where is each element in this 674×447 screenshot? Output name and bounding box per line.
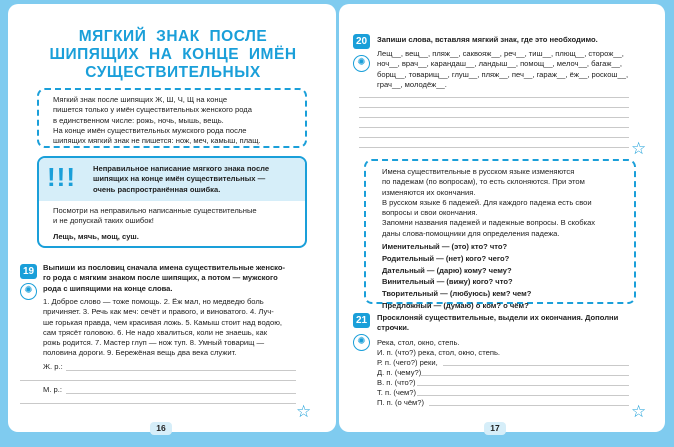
info-line: изменяются их окончания.	[382, 187, 476, 197]
answer-line[interactable]	[359, 107, 629, 108]
case-line: Предложный — (думаю) о ком? о чём?	[382, 301, 529, 311]
warning-line: шипящих на конце имён существительных —	[93, 174, 266, 184]
info-line: В русском языке 6 падежей. Для каждого падежа есть свои	[382, 197, 592, 207]
words-line: Река, стол, окно, степь.	[377, 338, 460, 347]
words-line: ноч__, врач__, карандаш__, ландыш__, помощ__, мелоч__, багаж__,	[377, 59, 623, 69]
rule-line: шипящих мягкий знак не пишется: нож, меч, камыш, плащ.	[53, 136, 261, 146]
page-number: 17	[484, 422, 506, 435]
exercise-19-task	[43, 263, 295, 294]
exercise-20-task: Запиши слова, вставляя мягкий знак, где это необходимо.	[377, 35, 598, 44]
note-line: Посмотри на неправильно написанные существительные	[53, 206, 257, 215]
note-line: и не допускай таких ошибок!	[53, 216, 154, 226]
text-line: 1. Доброе слово — тоже помощь. 2. Ёж мал, но медведю боль	[43, 297, 264, 306]
info-line: Запомни названия падежей и падежные вопросы. В скобках	[382, 218, 596, 228]
info-line: вопросы и свои окончания.	[382, 208, 478, 218]
answer-line[interactable]	[359, 147, 629, 148]
exercise-number: 19	[20, 264, 37, 279]
task-line: Выпиши из пословиц сначала имена существительные женско-	[43, 263, 286, 272]
answer-line[interactable]	[66, 370, 296, 371]
case-row: И. п. (что?) река, стол, окно, степь.	[377, 348, 501, 357]
right-page	[339, 4, 665, 432]
warning-line: очень распространённая ошибка.	[93, 184, 221, 194]
feminine-label: Ж. р.:	[43, 362, 63, 371]
words-list	[377, 49, 635, 90]
exercise-number: 21	[353, 313, 370, 328]
task-line: го рода с мягким знаком после шипящих, а потом — мужского	[43, 273, 278, 283]
exercise-21-task	[377, 313, 629, 334]
answer-line[interactable]	[417, 385, 629, 386]
task-line: Просклоняй существительные, выдели их окончания. Дополни	[377, 313, 619, 322]
case-row: Т. п. (чем?)	[377, 388, 417, 397]
star-icon: ☆	[631, 139, 647, 158]
text-line: рожь родится. 7. Мастер глуп — нож туп. 8. Умный товарищ —	[43, 338, 265, 348]
case-line: Именительный — (это) кто? что?	[382, 242, 508, 252]
answer-line[interactable]	[20, 380, 296, 381]
text-line: ше горькая правда, чем красивая ложь. 5. Камыш стоит над водою,	[43, 317, 283, 327]
title-line: СУЩЕСТВИТЕЛЬНЫХ	[85, 64, 261, 81]
answer-line[interactable]	[20, 403, 296, 404]
rule-line: в единственном числе: рожь, ночь, мышь, вещь.	[53, 115, 224, 125]
words-line: борщ__, товарищ__, глуш__, пляж__, печ__, гараж__, ёж__, роскош__,	[377, 69, 629, 79]
info-line: по падежам (по вопросам), то есть склоняются. При этом	[382, 177, 585, 187]
info-line: даны слова-помощники для определения падежа.	[382, 228, 560, 238]
case-row: П. п. (о чём?)	[377, 398, 425, 407]
masculine-label: М. р.:	[43, 385, 62, 394]
answer-line[interactable]	[359, 137, 629, 138]
text-line: половина дороги. 9. Бережёная вещь два века служит.	[43, 348, 237, 358]
case-line: Винительный — (вижу) кого? что?	[382, 277, 513, 287]
answer-line[interactable]	[429, 405, 629, 406]
answer-line[interactable]	[417, 395, 629, 396]
answer-line[interactable]	[421, 375, 629, 376]
wrong-examples: Лещь, мячь, мощ, суш.	[53, 231, 139, 241]
lightbulb-icon: ✺	[353, 55, 370, 72]
answer-line[interactable]	[443, 365, 629, 366]
task-line: строчки.	[377, 323, 410, 333]
answer-line[interactable]	[66, 393, 296, 394]
rule-line: Мягкий знак после шипящих Ж, Ш, Ч, Щ на конце	[53, 95, 228, 104]
title-line: МЯГКИЙ ЗНАК ПОСЛЕ	[78, 28, 268, 45]
rule-box	[37, 88, 307, 148]
rule-line: пишется только у имён существительных женского рода	[53, 105, 252, 115]
warning-box	[37, 156, 307, 248]
case-row: Р. п. (чего?) реки,	[377, 358, 438, 367]
case-line: Дательный — (дарю) кому? чему?	[382, 265, 512, 275]
warning-text	[93, 164, 269, 195]
case-line: Творительный — (любуюсь) кем? чем?	[382, 289, 532, 299]
words-line: грач__, молодёж__.	[377, 79, 447, 89]
warning-line: Неправильное написание мягкого знака после	[93, 164, 270, 173]
text-line: причиняет. 3. Речь как меч: сечёт и правого, и виноватого. 4. Луч-	[43, 307, 274, 317]
exercise-number: 20	[353, 34, 370, 49]
task-line: рода с шипящими на конце слова.	[43, 283, 173, 293]
answer-line[interactable]	[359, 97, 629, 98]
rule-line: На конце имён существительных мужского рода после	[53, 125, 247, 135]
text-line: сам трясёт головою. 6. Не надо хвалиться, коли не знаешь, как	[43, 327, 268, 337]
proverbs-text	[43, 297, 298, 359]
page-title	[38, 28, 308, 82]
info-line: Имена существительные в русском языке изменяются	[382, 167, 575, 176]
declension-table	[377, 338, 629, 408]
star-icon: ☆	[631, 402, 647, 421]
title-line: ШИПЯЩИХ НА КОНЦЕ ИМЁН	[49, 46, 297, 63]
answer-line[interactable]	[359, 127, 629, 128]
answer-line[interactable]	[359, 117, 629, 118]
case-line: Родительный — (нет) кого? чего?	[382, 253, 510, 263]
left-page	[8, 4, 336, 432]
page-number: 16	[150, 422, 172, 435]
exclamation-icon: !!!	[47, 162, 76, 192]
words-line: Лещ__, вещ__, пляж__, саквояж__, реч__, тиш__, плющ__, сторож__,	[377, 49, 624, 58]
star-icon: ☆	[296, 402, 312, 421]
lightbulb-icon: ✺	[353, 334, 370, 351]
case-row: Д. п. (чему?)	[377, 368, 422, 377]
case-row: В. п. (что?)	[377, 378, 416, 387]
lightbulb-icon: ✺	[20, 283, 37, 300]
info-box	[364, 159, 636, 311]
